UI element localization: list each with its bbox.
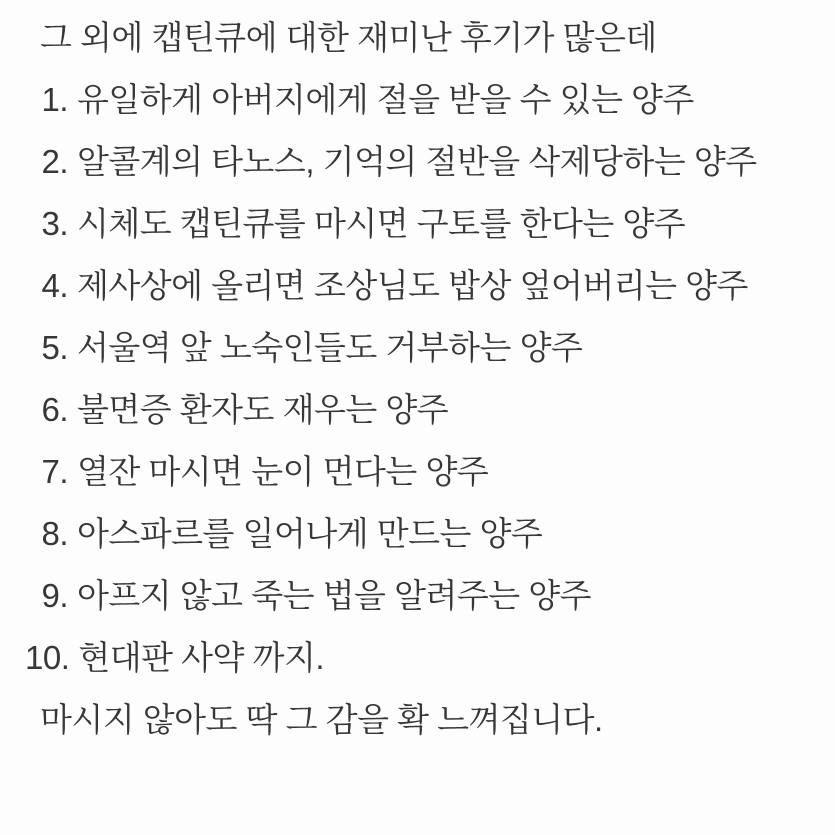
list-item <box>25 565 817 627</box>
item-text: 아프지 않고 죽는 법을 알려주는 양주 <box>77 577 592 614</box>
list-item <box>25 317 817 379</box>
item-number: 7. <box>41 453 68 490</box>
item-number: 1. <box>41 81 68 118</box>
outro-line: 마시지 않아도 딱 그 감을 확 느껴집니다. <box>40 701 603 738</box>
item-number: 2. <box>41 143 68 180</box>
list-item <box>25 503 817 565</box>
item-text: 알콜계의 타노스, 기억의 절반을 삭제당하는 양주 <box>77 143 757 180</box>
list-item <box>25 69 817 131</box>
item-text: 현대판 사약 까지. <box>78 639 325 676</box>
item-number: 4. <box>41 267 68 304</box>
list-item <box>25 193 817 255</box>
list-item <box>25 131 817 193</box>
list-item <box>25 627 817 689</box>
item-text: 불면증 환자도 재우는 양주 <box>77 391 449 428</box>
item-text: 유일하게 아버지에게 절을 받을 수 있는 양주 <box>77 81 694 118</box>
list-item <box>25 441 817 503</box>
item-number: 6. <box>41 391 68 428</box>
item-number: 9. <box>41 577 68 614</box>
list-item <box>25 379 817 441</box>
item-number: 8. <box>41 515 68 552</box>
item-text: 제사상에 올리면 조상님도 밥상 엎어버리는 양주 <box>77 267 748 304</box>
item-number: 3. <box>41 205 68 242</box>
item-text: 서울역 앞 노숙인들도 거부하는 양주 <box>77 329 583 366</box>
list-item <box>25 255 817 317</box>
item-number: 10. <box>25 639 70 676</box>
item-text: 시체도 캡틴큐를 마시면 구토를 한다는 양주 <box>77 205 686 242</box>
item-text: 열잔 마시면 눈이 먼다는 양주 <box>77 453 489 490</box>
item-text: 아스파르를 일어나게 만드는 양주 <box>77 515 543 552</box>
item-number: 5. <box>41 329 68 366</box>
intro-line: 그 외에 캡틴큐에 대한 재미난 후기가 많은데 <box>40 19 657 56</box>
